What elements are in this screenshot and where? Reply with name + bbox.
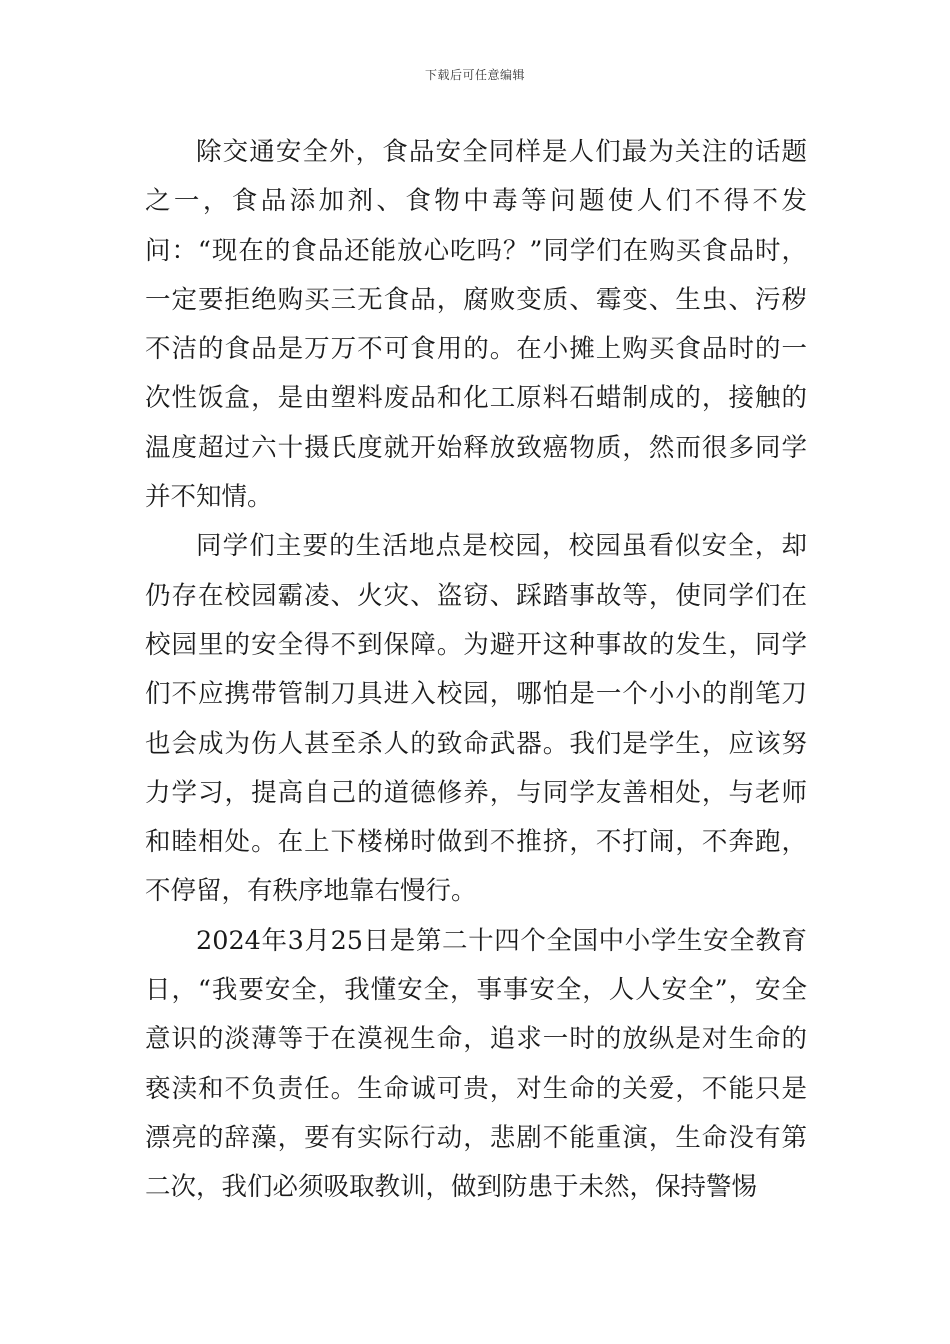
document-body [145,128,807,1213]
page-header-note: 下载后可任意编辑 [424,68,525,82]
paragraph-food-safety: 除交通安全外，食品安全同样是人们最为关注的话题之一，食品添加剂、食物中毒等问题使人们不得不发问：“现在的食品还能放心吃吗？”同学们在购买食品时，一定要拒绝购买三无食品，腐败变质、霉变、生虫、污秽不洁的食品是万万不可食用的。在小摊上购买食品时的一次性饭盒，是由塑料废品和化工原料石蜡制成的，接触的温度超过六十摄氏度就开始释放致癌物质，然而很多同学并不知情。 [145,137,807,513]
paragraph-safety-education-day: 2024年3月25日是第二十四个全国中小学生安全教育日，“我要安全，我懂安全，事事安全，人人安全”，安全意识的淡薄等于在漠视生命，追求一时的放纵是对生命的亵渎和不负责任。生命诚可贵，对生命的关爱，不能只是漂亮的辞藻，要有实际行动，悲剧不能重演，生命没有第二次，我们必须吸取教训，做到防患于未然，保持警惕 [145,925,807,1203]
paragraph-campus-safety: 同学们主要的生活地点是校园，校园虽看似安全，却仍存在校园霸凌、火灾、盗窃、踩踏事故等，使同学们在校园里的安全得不到保障。为避开这种事故的发生，同学们不应携带管制刀具进入校园，哪怕是一个小小的削笔刀也会成为伤人甚至杀人的致命武器。我们是学生，应该努力学习，提高自己的道德修养，与同学友善相处，与老师和睦相处。在上下楼梯时做到不推挤，不打闹，不奔跑，不停留，有秩序地靠右慢行。 [145,531,807,907]
